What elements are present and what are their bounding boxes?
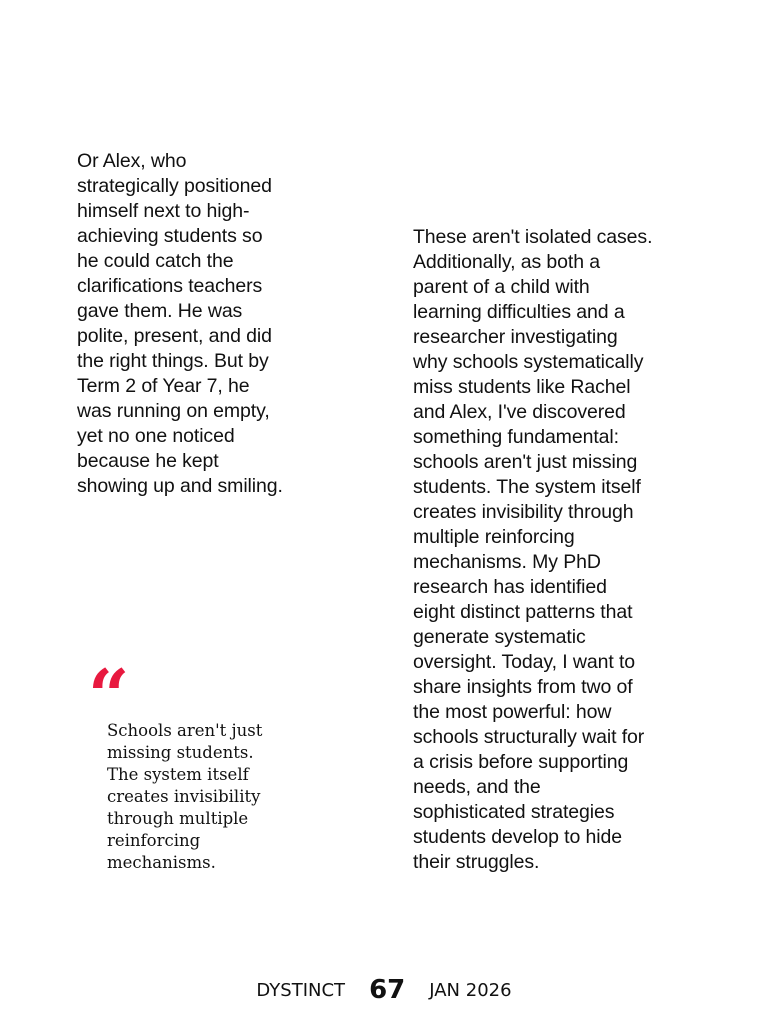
text-line: why schools systematically — [413, 351, 644, 373]
text-line: reinforcing — [107, 831, 201, 850]
text-line: eight distinct patterns that — [413, 601, 633, 623]
text-line: gave them. He was — [77, 300, 243, 322]
text-line: their struggles. — [413, 851, 540, 873]
text-line: students develop to hide — [413, 826, 623, 848]
page-number: 67 — [369, 975, 406, 1005]
text-line: mechanisms. — [107, 853, 216, 872]
text-line: students. The system itself — [413, 476, 641, 498]
text-line: yet no one noticed — [77, 425, 235, 447]
right-column-text — [413, 225, 693, 875]
text-line: creates invisibility through — [413, 501, 634, 523]
text-line: researcher investigating — [413, 326, 618, 348]
text-line: learning difficulties and a — [413, 301, 625, 323]
text-line: he could catch the — [77, 250, 234, 272]
text-line: sophisticated strategies — [413, 801, 615, 823]
text-line: something fundamental: — [413, 426, 619, 448]
text-line: miss students like Rachel — [413, 376, 631, 398]
pull-quote — [107, 720, 262, 874]
text-line: strategically positioned — [77, 175, 272, 197]
text-line: Additionally, as both a — [413, 251, 601, 273]
text-line: polite, present, and did — [77, 325, 272, 347]
text-line: parent of a child with — [413, 276, 590, 298]
text-line: generate systematic — [413, 626, 586, 648]
publication-name: DYSTINCT — [256, 979, 346, 1001]
text-line: a crisis before supporting — [413, 751, 629, 773]
quote-mark-icon: “ — [88, 653, 130, 738]
text-line: schools structurally wait for — [413, 726, 645, 748]
text-line: showing up and smiling. — [77, 475, 283, 497]
text-line: The system itself — [107, 765, 249, 784]
text-line: mechanisms. My PhD — [413, 551, 601, 573]
text-line: the right things. But by — [77, 350, 269, 372]
text-line: and Alex, I've discovered — [413, 401, 626, 423]
issue-date: JAN 2026 — [429, 979, 512, 1001]
text-line: These aren't isolated cases. — [413, 226, 653, 248]
text-line: Or Alex, who — [77, 150, 187, 172]
text-line: Term 2 of Year 7, he — [77, 375, 250, 397]
text-line: research has identified — [413, 576, 607, 598]
text-line: schools aren't just missing — [413, 451, 638, 473]
text-line: Schools aren't just — [107, 721, 263, 740]
left-column-text — [77, 149, 317, 499]
text-line: share insights from two of — [413, 676, 633, 698]
text-line: the most powerful: how — [413, 701, 612, 723]
page-footer — [0, 975, 768, 1005]
text-line: clarifications teachers — [77, 275, 263, 297]
text-line: himself next to high- — [77, 200, 250, 222]
text-line: achieving students so — [77, 225, 263, 247]
text-line: missing students. — [107, 743, 254, 762]
text-line: oversight. Today, I want to — [413, 651, 636, 673]
text-line: creates invisibility — [107, 787, 261, 806]
text-line: needs, and the — [413, 776, 541, 798]
text-line: was running on empty, — [77, 400, 270, 422]
text-line: because he kept — [77, 450, 219, 472]
text-line: multiple reinforcing — [413, 526, 575, 548]
text-line: through multiple — [107, 809, 249, 828]
